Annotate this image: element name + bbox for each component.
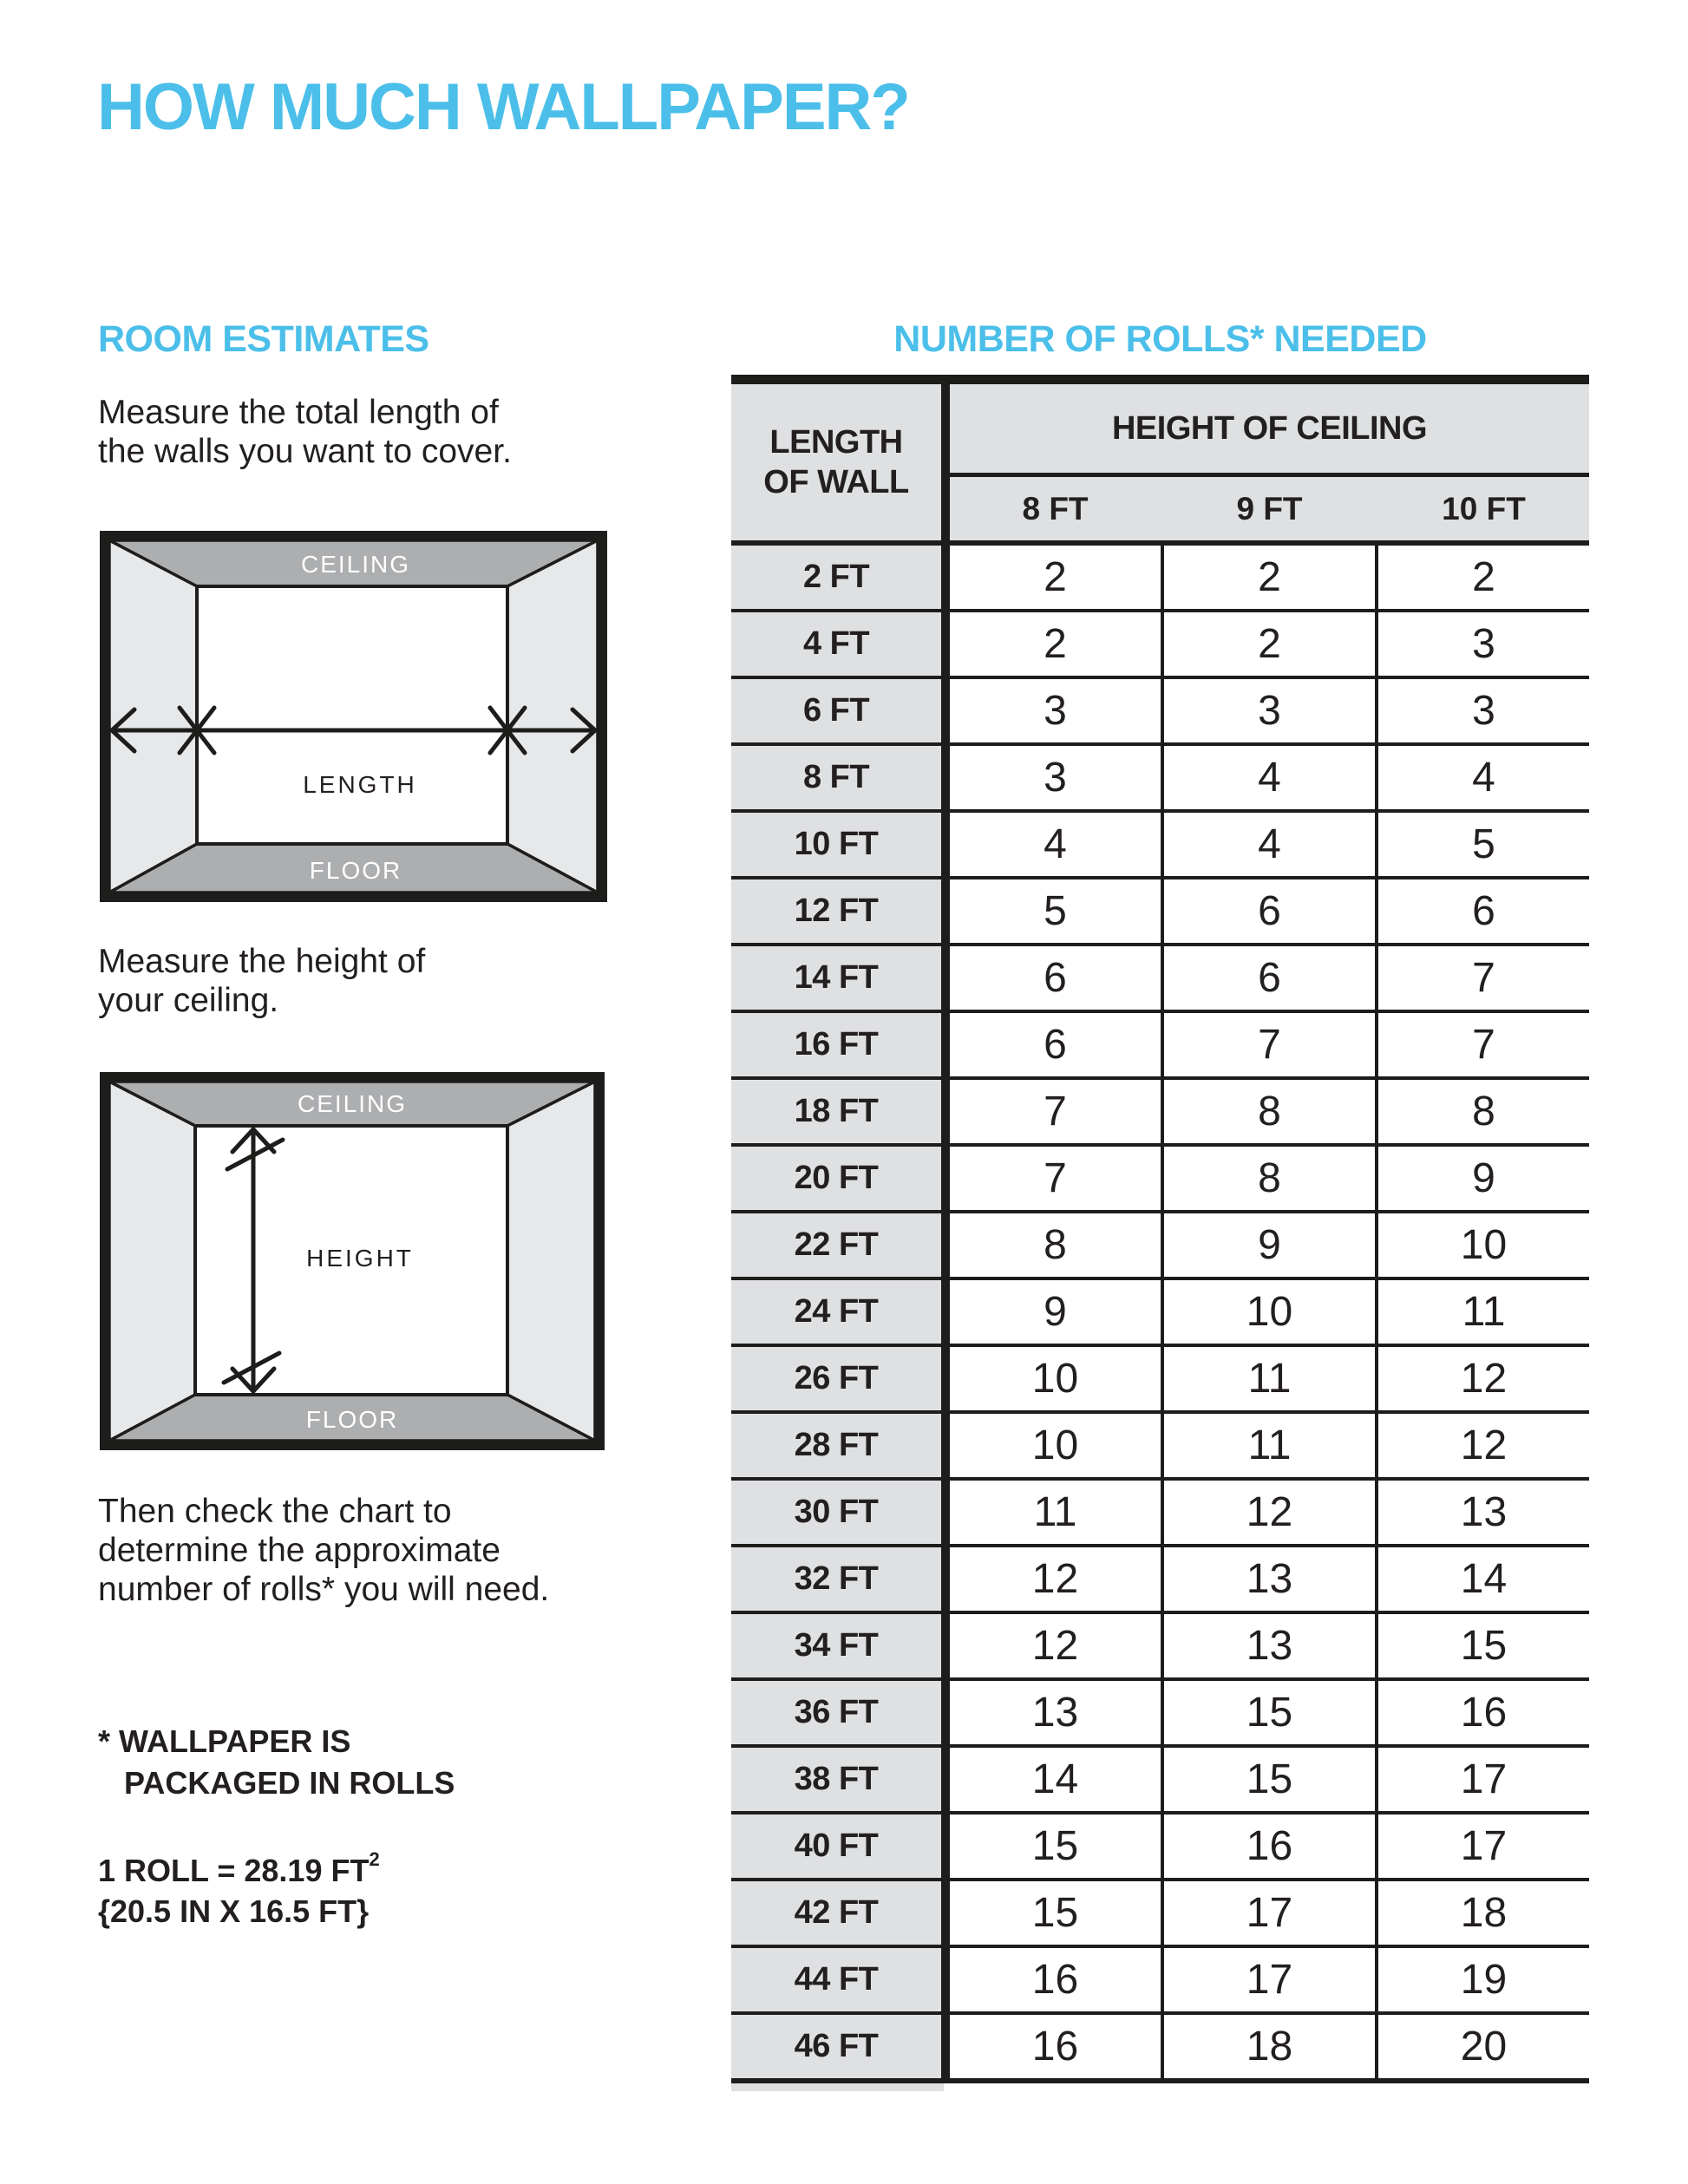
value-cell: 6 <box>1164 946 1375 1010</box>
value-cell: 10 <box>1378 1213 1589 1277</box>
value-cell: 15 <box>950 1881 1161 1945</box>
value-cell: 6 <box>1378 879 1589 943</box>
row-label-cell: 12 FT <box>731 879 941 943</box>
instruction-line: Measure the height of <box>98 943 426 980</box>
value-cell: 19 <box>1378 1948 1589 2011</box>
section-heading-room-estimates: ROOM ESTIMATES <box>98 318 429 360</box>
value-cell: 12 <box>1164 1481 1375 1544</box>
table-row <box>731 1347 1589 1414</box>
row-label-cell: 18 FT <box>731 1080 941 1143</box>
row-label-cell: 14 FT <box>731 946 941 1010</box>
footnote-packaged-in-rolls <box>98 1721 455 1804</box>
table-row <box>731 679 1589 746</box>
column-divider <box>941 1614 950 1677</box>
header-right-section <box>950 384 1589 540</box>
roll-dimensions-line: {20.5 IN X 16.5 FT} <box>98 1893 370 1929</box>
instruction-measure-length <box>98 393 512 471</box>
value-cell: 6 <box>1164 879 1375 943</box>
instruction-measure-height <box>98 942 425 1020</box>
column-divider <box>941 1280 950 1344</box>
column-divider <box>941 679 950 742</box>
column-divider <box>941 1748 950 1811</box>
table-row <box>731 1147 1589 1213</box>
subheader-8ft: 8 FT <box>1022 490 1089 526</box>
row-label-cell: 2 FT <box>731 546 941 609</box>
value-cell: 7 <box>1378 946 1589 1010</box>
value-cell: 17 <box>1164 1881 1375 1945</box>
value-cell: 4 <box>950 813 1161 876</box>
instruction-line: Then check the chart to <box>98 1493 452 1530</box>
value-cell: 4 <box>1164 813 1375 876</box>
column-divider <box>941 946 950 1010</box>
table-row <box>731 1280 1589 1347</box>
row-label-cell: 20 FT <box>731 1147 941 1210</box>
subheader-row <box>950 477 1589 540</box>
value-cell: 6 <box>950 946 1161 1010</box>
table-heading-rolls-needed: NUMBER OF ROLLS* NEEDED <box>893 318 1427 360</box>
value-cell: 2 <box>1164 546 1375 609</box>
column-divider <box>941 1681 950 1744</box>
value-cell: 17 <box>1378 1748 1589 1811</box>
height-label: HEIGHT <box>306 1245 414 1272</box>
value-cell: 8 <box>1164 1147 1375 1210</box>
floor-label: FLOOR <box>309 857 402 884</box>
table-row <box>731 2015 1589 2083</box>
table-row <box>731 1414 1589 1481</box>
squared-superscript: 2 <box>369 1848 380 1870</box>
row-label-cell: 46 FT <box>731 2015 941 2078</box>
row-label-cell: 28 FT <box>731 1414 941 1477</box>
instruction-check-chart <box>98 1492 549 1609</box>
value-cell: 9 <box>950 1280 1161 1344</box>
table-row <box>731 946 1589 1013</box>
table-row <box>731 612 1589 679</box>
row-label-cell: 10 FT <box>731 813 941 876</box>
value-cell: 17 <box>1164 1948 1375 2011</box>
row-label-cell: 32 FT <box>731 1547 941 1611</box>
value-cell: 12 <box>950 1547 1161 1611</box>
value-cell: 12 <box>1378 1414 1589 1477</box>
column-divider <box>941 1080 950 1143</box>
value-cell: 11 <box>950 1481 1161 1544</box>
value-cell: 18 <box>1378 1881 1589 1945</box>
table-top-border <box>731 375 1589 384</box>
table-row <box>731 1547 1589 1614</box>
row-label-cell: 40 FT <box>731 1815 941 1878</box>
table-bottom-strip <box>731 2083 944 2091</box>
row-label-cell: 44 FT <box>731 1948 941 2011</box>
value-cell: 6 <box>950 1013 1161 1076</box>
value-cell: 14 <box>1378 1547 1589 1611</box>
length-label: LENGTH <box>303 771 417 798</box>
room-length-diagram <box>100 531 607 902</box>
header-length-of-wall <box>731 384 941 540</box>
table-row <box>731 813 1589 879</box>
value-cell: 2 <box>950 546 1161 609</box>
roll-area-line: 1 ROLL = 28.19 $FT^2$ <box>98 1848 380 1888</box>
table-row <box>731 1748 1589 1815</box>
row-label-cell: 22 FT <box>731 1213 941 1277</box>
subheader-10ft: 10 FT <box>1442 490 1526 526</box>
room-height-diagram <box>100 1072 605 1450</box>
value-cell: 10 <box>950 1414 1161 1477</box>
row-label-cell: 30 FT <box>731 1481 941 1544</box>
value-cell: 8 <box>1164 1080 1375 1143</box>
right-wall-surface <box>507 540 598 893</box>
column-divider <box>941 1213 950 1277</box>
value-cell: 16 <box>950 1948 1161 2011</box>
subheader-9ft: 9 FT <box>1236 490 1303 526</box>
value-cell: 2 <box>950 612 1161 676</box>
table-body <box>731 546 1589 2083</box>
value-cell: 13 <box>950 1681 1161 1744</box>
value-cell: 3 <box>950 679 1161 742</box>
column-divider <box>941 1481 950 1544</box>
page-title: HOW MUCH WALLPAPER? <box>97 70 909 144</box>
column-divider <box>941 879 950 943</box>
value-cell: 15 <box>1164 1681 1375 1744</box>
column-divider <box>941 546 950 609</box>
value-cell: 10 <box>1164 1280 1375 1344</box>
instruction-line: your ceiling. <box>98 982 279 1019</box>
column-divider <box>941 1347 950 1410</box>
value-cell: 2 <box>1378 546 1589 609</box>
instruction-line: the walls you want to cover. <box>98 433 512 470</box>
row-label-cell: 36 FT <box>731 1681 941 1744</box>
header-length-line: OF WALL <box>763 464 909 500</box>
table-row <box>731 1881 1589 1948</box>
value-cell: 15 <box>1164 1748 1375 1811</box>
row-label-cell: 34 FT <box>731 1614 941 1677</box>
column-divider <box>941 1414 950 1477</box>
value-cell: 5 <box>1378 813 1589 876</box>
table-row <box>731 1614 1589 1681</box>
ceiling-label: CEILING <box>297 1090 408 1117</box>
ceiling-label: CEILING <box>300 551 411 578</box>
value-cell: 7 <box>1164 1013 1375 1076</box>
column-divider <box>941 1948 950 2011</box>
table-header <box>731 384 1589 540</box>
column-divider <box>941 384 950 540</box>
row-label-cell: 4 FT <box>731 612 941 676</box>
floor-label: FLOOR <box>305 1406 399 1433</box>
instruction-line: Measure the total length of <box>98 394 499 431</box>
table-row <box>731 746 1589 813</box>
column-divider <box>941 1815 950 1878</box>
header-length-line: LENGTH <box>769 424 903 461</box>
footnote-line: * WALLPAPER IS <box>98 1723 351 1759</box>
table-row <box>731 1080 1589 1147</box>
value-cell: 2 <box>1164 612 1375 676</box>
value-cell: 13 <box>1378 1481 1589 1544</box>
value-cell: 8 <box>950 1213 1161 1277</box>
column-divider <box>941 2015 950 2078</box>
value-cell: 4 <box>1378 746 1589 809</box>
value-cell: 17 <box>1378 1815 1589 1878</box>
column-divider <box>941 1881 950 1945</box>
footnote-line: PACKAGED IN ROLLS <box>124 1765 455 1801</box>
value-cell: 9 <box>1164 1213 1375 1277</box>
row-label-cell: 26 FT <box>731 1347 941 1410</box>
row-label-cell: 16 FT <box>731 1013 941 1076</box>
value-cell: 12 <box>950 1614 1161 1677</box>
table-row <box>731 1815 1589 1881</box>
value-cell: 13 <box>1164 1614 1375 1677</box>
value-cell: 11 <box>1164 1347 1375 1410</box>
value-cell: 15 <box>1378 1614 1589 1677</box>
value-cell: 20 <box>1378 2015 1589 2078</box>
value-cell: 7 <box>950 1080 1161 1143</box>
table-row <box>731 1481 1589 1547</box>
value-cell: 11 <box>1164 1414 1375 1477</box>
value-cell: 7 <box>950 1147 1161 1210</box>
row-label-cell: 38 FT <box>731 1748 941 1811</box>
instruction-line: number of rolls* you will need. <box>98 1571 550 1608</box>
row-label-cell: 42 FT <box>731 1881 941 1945</box>
value-cell: 3 <box>1378 679 1589 742</box>
table-row <box>731 1013 1589 1080</box>
column-divider <box>941 1147 950 1210</box>
value-cell: 12 <box>1378 1347 1589 1410</box>
row-label-cell: 6 FT <box>731 679 941 742</box>
value-cell: 5 <box>950 879 1161 943</box>
left-wall-surface <box>109 1082 195 1441</box>
value-cell: 7 <box>1378 1013 1589 1076</box>
value-cell: 18 <box>1164 2015 1375 2078</box>
instruction-line: determine the approximate <box>98 1532 501 1569</box>
value-cell: 9 <box>1378 1147 1589 1210</box>
value-cell: 13 <box>1164 1547 1375 1611</box>
table-row <box>731 1948 1589 2015</box>
value-cell: 3 <box>1378 612 1589 676</box>
value-cell: 3 <box>950 746 1161 809</box>
value-cell: 14 <box>950 1748 1161 1811</box>
table-row <box>731 1681 1589 1748</box>
value-cell: 16 <box>950 2015 1161 2078</box>
table-row <box>731 879 1589 946</box>
table-row <box>731 546 1589 612</box>
back-wall-surface <box>197 586 507 844</box>
column-divider <box>941 1013 950 1076</box>
value-cell: 16 <box>1164 1815 1375 1878</box>
value-cell: 4 <box>1164 746 1375 809</box>
row-label-cell: 8 FT <box>731 746 941 809</box>
value-cell: 3 <box>1164 679 1375 742</box>
table-row <box>731 1213 1589 1280</box>
value-cell: 11 <box>1378 1280 1589 1344</box>
column-divider <box>941 612 950 676</box>
header-height-of-ceiling: HEIGHT OF CEILING <box>950 384 1589 473</box>
value-cell: 8 <box>1378 1080 1589 1143</box>
value-cell: 15 <box>950 1815 1161 1878</box>
column-divider <box>941 746 950 809</box>
value-cell: 10 <box>950 1347 1161 1410</box>
row-label-cell: 24 FT <box>731 1280 941 1344</box>
value-cell: 16 <box>1378 1681 1589 1744</box>
footnote-roll-size <box>98 1839 380 1932</box>
column-divider <box>941 1547 950 1611</box>
column-divider <box>941 813 950 876</box>
rolls-table <box>731 375 1589 2091</box>
right-wall-surface <box>507 1082 595 1441</box>
